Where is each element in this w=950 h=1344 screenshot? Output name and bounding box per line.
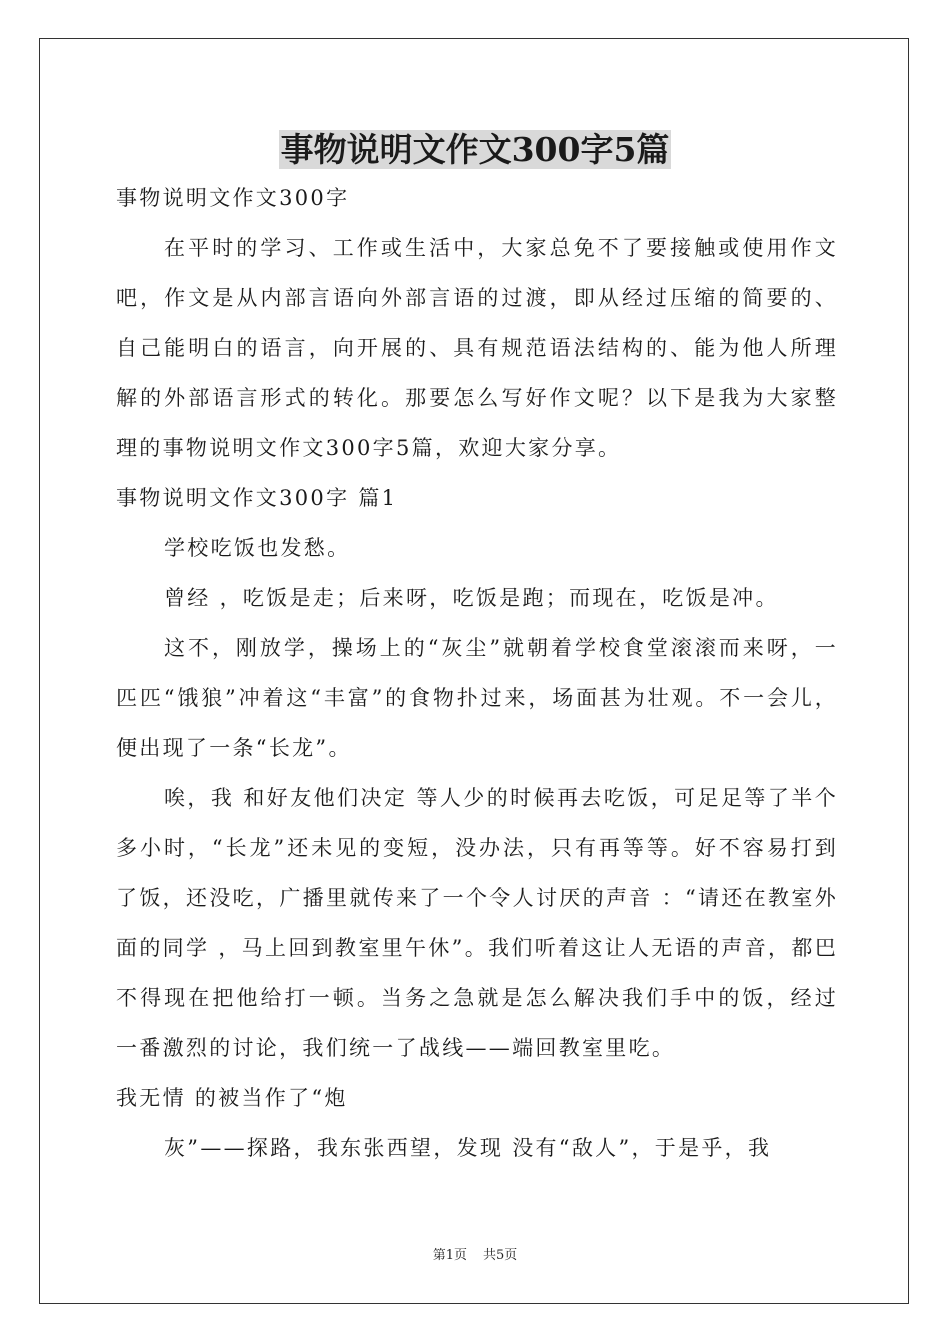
document-title (0, 128, 950, 172)
paragraph-line: 我无情 的被当作了“炮 (116, 1086, 348, 1110)
paragraph: 这不，刚放学，操场上的“灰尘”就朝着学校食堂滚滚而来呀，一匹匹“饿狼”冲着这“丰富”的食物扑过来，场面甚为壮观。不一会儿，便出现了一条“长龙”。 (116, 636, 838, 760)
page-number: 第1页 (432, 1248, 467, 1263)
section-heading: 事物说明文作文300字 (116, 186, 350, 210)
section-heading: 事物说明文作文300字 篇1 (116, 486, 398, 510)
page-total: 共5页 (483, 1248, 518, 1263)
paragraph: 灰”——探路，我东张西望，发现 没有“敌人”，于是乎，我 (164, 1136, 772, 1160)
paragraph: 学校吃饭也发愁。 (164, 536, 351, 560)
page-footer (0, 1244, 950, 1263)
document-body (116, 173, 838, 1173)
document-title-text: 事物说明文作文300字5篇 (280, 130, 670, 169)
paragraph: 唉，我 和好友他们决定 等人少的时候再去吃饭，可足足等了半个多小时，“长龙”还未见的变短，没办法，只有再等等。好不容易打到了饭，还没吃，广播里就传来了一个令人讨厌的声音 ：“请还在教室外面的同学 ，马上回到教室里午休”。我们听着这让人无语的声音，都巴不得现在把他给打一顿。当务之急就是怎么解决我们手中的饭，经过一番激烈的讨论，我们统一了战线——端回教室里吃。 (116, 786, 838, 1060)
paragraph: 曾经 ，吃饭是走；后来呀，吃饭是跑；而现在，吃饭是冲。 (164, 586, 779, 610)
paragraph: 在平时的学习、工作或生活中，大家总免不了要接触或使用作文吧，作文是从内部言语向外部言语的过渡，即从经过压缩的简要的、自己能明白的语言，向开展的、具有规范语法结构的、能为他人所理解的外部语言形式的转化。那要怎么写好作文呢？以下是我为大家整理的事物说明文作文300字5篇，欢迎大家分享。 (116, 236, 838, 460)
